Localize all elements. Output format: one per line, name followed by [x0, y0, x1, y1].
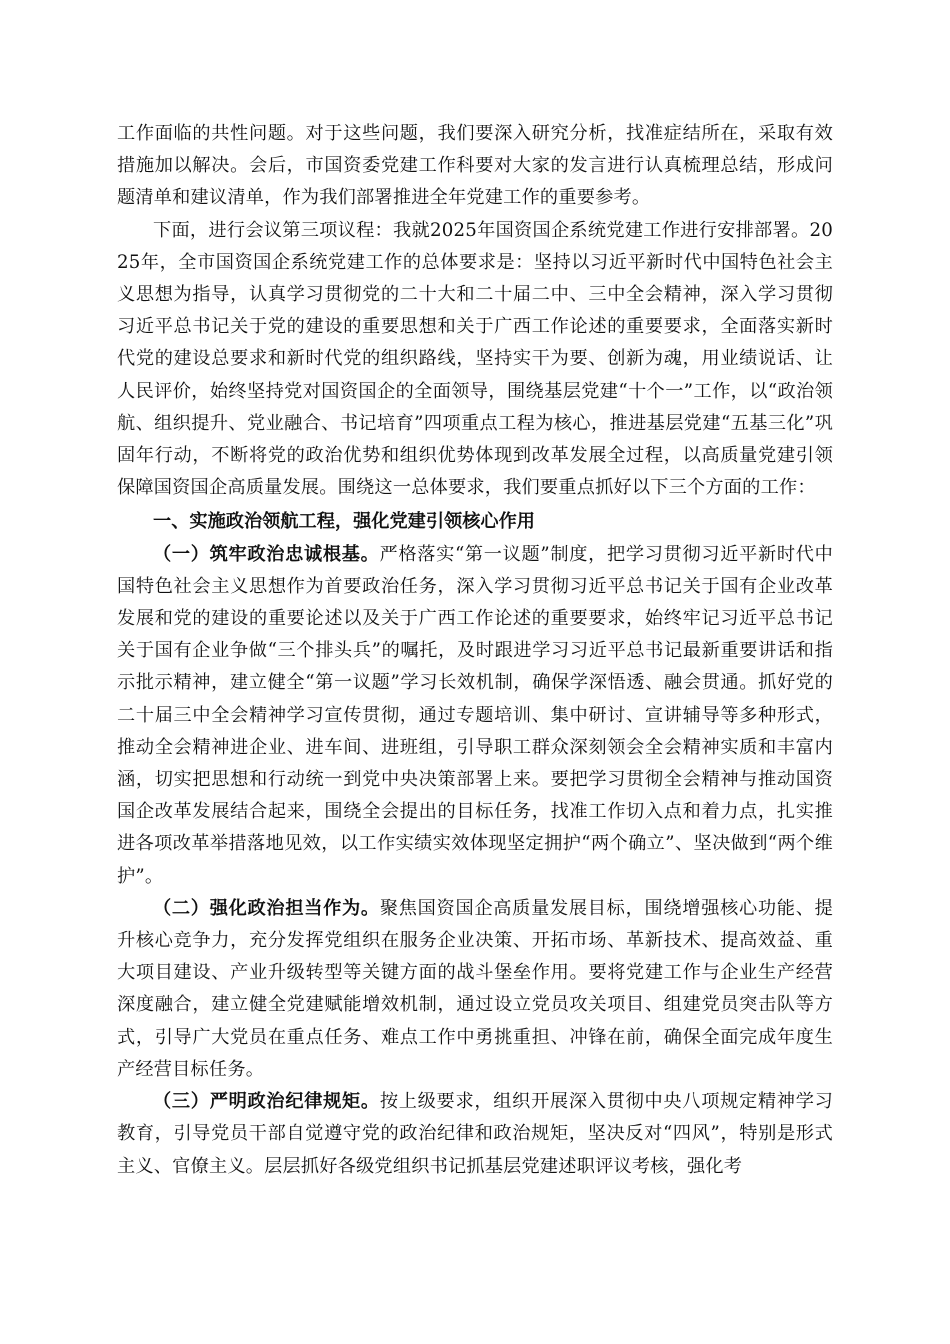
paragraph-overall-requirements: 下面，进行会议第三项议程：我就2025年国资国企系统党建工作进行安排部署。2025年，全市国资国企系统党建工作的总体要求是：坚持以习近平新时代中国特色社会主义思想为指导，认真学习贯彻党的二十大和二十届二中、三中全会精神，深入学习贯彻习近平总书记关于党的建设的重要思想和关于广西工作论述的重要要求，全面落实新时代党的建设总要求和新时代党的组织路线，坚持实干为要、创新为魂，用业绩说话、让人民评价，始终坚持党对国资国企的全面领导，围绕基层党建“十个一”工作，以“政治领航、组织提升、党业融合、书记培育”四项重点工程为核心，推进基层党建“五基三化”巩固年行动，不断将党的政治优势和组织优势体现到改革发展全过程，以高质量党建引领保障国资国企高质量发展。围绕这一总体要求，我们要重点抓好以下三个方面的工作： — [117, 219, 833, 499]
subsection-1-body: 严格落实“第一议题”制度，把学习贯彻习近平新时代中国特色社会主义思想作为首要政治任务，深入学习贯彻习近平总书记关于国有企业改革发展和党的建设的重要论述以及关于广西工作论述的重要要求，始终牢记习近平总书记关于国有企业争做“三个排头兵”的嘱托，及时跟进学习习近平总书记最新重要讲话和指示批示精神，建立健全“第一议题”学习长效机制，确保学深悟透、融会贯通。抓好党的二十届三中全会精神学习宣传贯彻，通过专题培训、集中研讨、宣讲辅导等多种形式，推动全会精神进企业、进车间、进班组，引导职工群众深刻领会全会精神实质和丰富内涵，切实把思想和行动统一到党中央决策部署上来。要把学习贯彻全会精神与推动国资国企改革发展结合起来，围绕全会提出的目标任务，找准工作切入点和着力点，扎实推进各项改革举措落地见效，以工作实绩实效体现坚定拥护“两个确立”、坚决做到“两个维护”。 — [117, 543, 833, 887]
subsection-1-paragraph — [117, 539, 833, 893]
subsection-3-paragraph — [117, 1086, 833, 1183]
section-heading-1: 一、实施政治领航工程，强化党建引领核心作用 — [153, 511, 535, 533]
subsection-2-body: 聚焦国资国企高质量发展目标，围绕增强核心功能、提升核心竞争力，充分发挥党组织在服务企业决策、开拓市场、革新技术、提高效益、重大项目建设、产业升级转型等关键方面的战斗堡垒作用。要将党建工作与企业生产经营深度融合，建立健全党建赋能增效机制，通过设立党员攻关项目、组建党员突击队等方式，引导广大党员在重点任务、难点工作中勇挑重担、冲锋在前，确保全面完成年度生产经营目标任务。 — [117, 897, 833, 1080]
paragraph-continuation: 工作面临的共性问题。对于这些问题，我们要深入研究分析，找准症结所在，采取有效措施加以解决。会后，市国资委党建工作科要对大家的发言进行认真梳理总结，形成问题清单和建议清单，作为我们部署推进全年党建工作的重要参考。 — [117, 123, 833, 209]
subsection-1-lead: （一）筑牢政治忠诚根基。 — [153, 543, 380, 565]
subsection-3-lead: （三）严明政治纪律规矩。 — [153, 1091, 380, 1113]
subsection-2-paragraph — [117, 893, 833, 1086]
subsection-3-body: 按上级要求，组织开展深入贯彻中央八项规定精神学习教育，引导党员干部自觉遵守党的政治纪律和政治规矩，坚决反对“四风”，特别是形式主义、官僚主义。层层抓好各级党组织书记抓基层党建述职评议考核，强化考 — [117, 1091, 833, 1177]
subsection-2-lead: （二）强化政治担当作为。 — [153, 897, 380, 919]
document-page — [117, 118, 833, 1183]
